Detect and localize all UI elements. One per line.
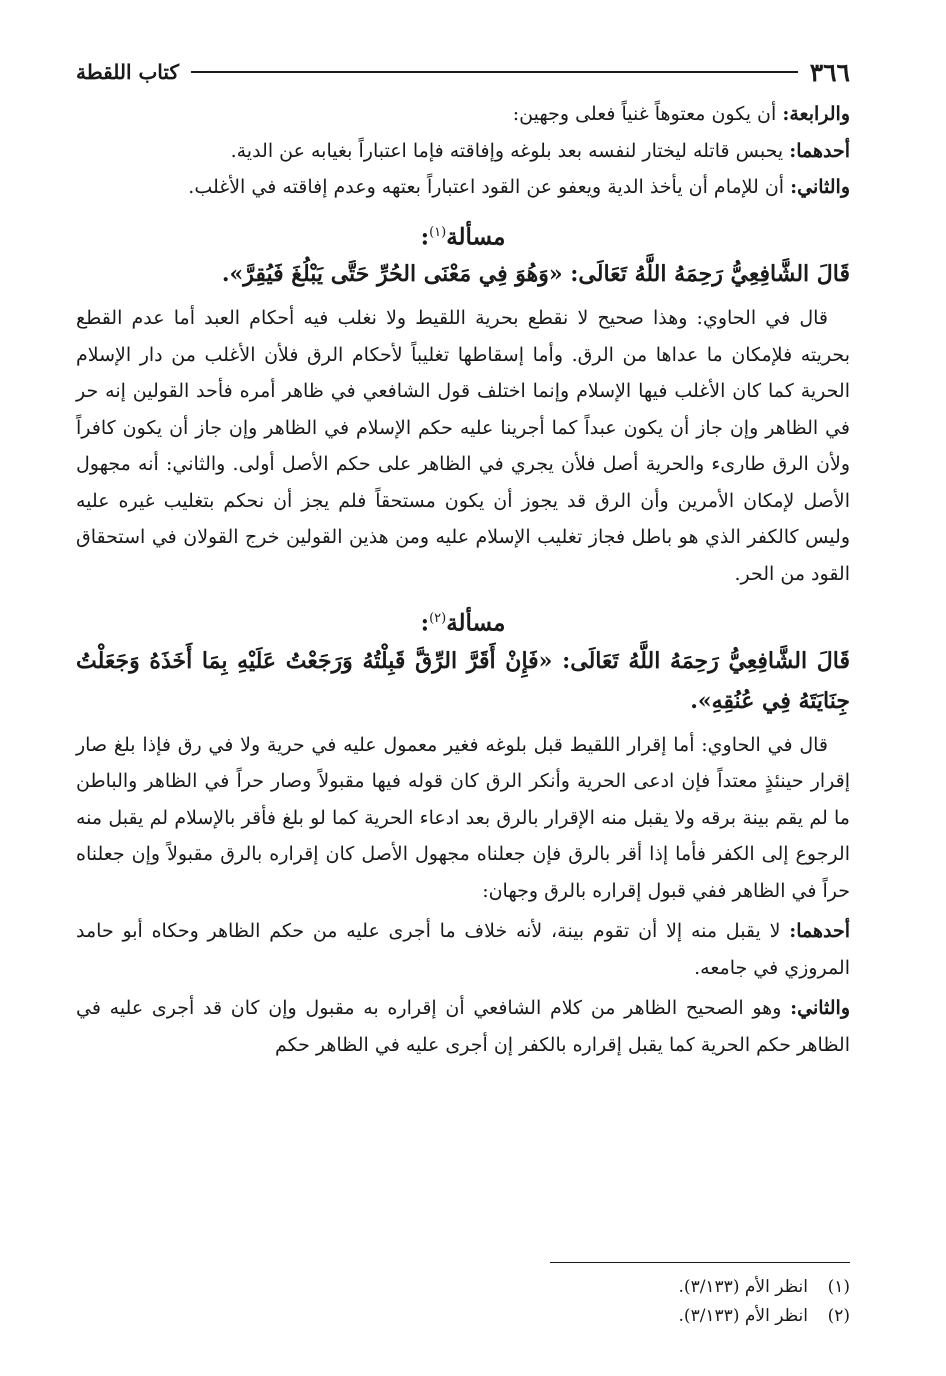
- masala-heading-2: [76, 602, 850, 641]
- book-title: كتاب اللقطة: [76, 60, 179, 84]
- intro-lead-2: أحدهما:: [789, 139, 850, 162]
- running-header: [76, 50, 850, 94]
- shafii-quote-1: قَالَ الشَّافِعِيُّ رَحِمَهُ اللَّهُ تَعَالَى: «وَهُوَ فِي مَعْنَى الحُرِّ حَتَّى يَبْلُغَ فَيُقِرَّ».: [221, 261, 850, 288]
- masala-title-1: مسألة: [446, 223, 506, 251]
- hawi-commentary-1: قال في الحاوي: وهذا صحيح لا نقطع بحرية اللقيط ولا نغلب فيه أحكام العبد أما عدم القطع بحريته فلإمكان ما عداها من الرق. وأما إسقاطها تغليباً لأحكام الرق فلأن الأغلب من دار الإسلام الحرية كما كان الأغلب فيها الإسلام وإنما اختلف قول الشافعي في ظاهر أمره فأحد القولين إنه حر في الظاهر وإن جاز أن يكون عبداً كما أجرينا عليه حكم الإسلام في الظاهر وإن جاز أن يكون كافراً ولأن الرق طارىء والحرية أصل فلأن يجري في الظاهر على حكم الأصل أولى. والثاني: أنه مجهول الأصل لإمكان الأمرين وأن الرق قد يجوز أن يكون مستحقاً فلم يجز أن نحكم بتغليب غيره عليه وليس كالكفر الذي هو باطل فجاز تغليب الإسلام عليه ومن هذين القولين خرج القولان في استحقاق القود من الحر.: [76, 307, 850, 585]
- footnotes: [540, 1262, 850, 1331]
- intro-lead-1: والرابعة:: [782, 103, 850, 125]
- opinion-second-lead: والثاني:: [790, 997, 850, 1020]
- page-number: ٣٦٦: [809, 57, 850, 87]
- masala-colon-2: :: [420, 609, 430, 637]
- opinion-second-text: وهو الصحيح الظاهر من كلام الشافعي أن إقراره به مقبول وإن كان قد أجرى عليه في الظاهر حكم الحرية كما يقبل إقراره بالكفر إن أجرى عليه في الظاهر حكم: [76, 997, 850, 1056]
- footnote-ref-1: (١): [429, 224, 447, 240]
- footnote-number-1: (١): [827, 1277, 850, 1297]
- masala-title-2: مسألة: [446, 609, 506, 637]
- opinion-first-text: لا يقبل منه إلا أن تقوم بينة، لأنه خلاف ما أجرى عليه من حكم الظاهر وحكاه أبو حامد المروزي في جامعه.: [76, 920, 850, 979]
- opinion-second: [76, 990, 850, 1063]
- opinion-first: [76, 913, 850, 986]
- intro-paragraph-3: [76, 169, 850, 206]
- footnote-2: [540, 1302, 850, 1331]
- opinion-first-lead: أحدهما:: [789, 920, 850, 943]
- shafii-quote-2: قَالَ الشَّافِعِيُّ رَحِمَهُ اللَّهُ تَعَالَى: «فَإِنْ أَقَرَّ الرِّقَّ قَبِلْتُهُ وَرَجَعْتُ عَلَيْهِ بِمَا أَخَذَهُ وَجَعَلْتُ جِنَايَتَهُ فِي عُنُقِهِ».: [76, 647, 850, 714]
- masala-colon-1: :: [420, 223, 430, 251]
- intro-text-1: أن يكون معتوهاً غنياً فعلى وجهين:: [512, 103, 783, 125]
- footnote-number-2: (٢): [827, 1306, 850, 1326]
- intro-text-3: أن للإمام أن يأخذ الدية ويعفو عن القود اعتباراً بعتهه وعدم إفاقته في الأغلب.: [188, 176, 791, 198]
- intro-paragraph-1: [76, 96, 850, 133]
- intro-lead-3: والثاني:: [790, 176, 850, 198]
- footnote-ref-2: (٢): [429, 611, 447, 627]
- intro-text-2: يحبس قاتله ليختار لنفسه بعد بلوغه وإفاقته فإما اعتباراً بغيابه عن الدية.: [230, 139, 790, 162]
- footnote-1: [540, 1273, 850, 1302]
- footnote-text-2: انظر الأم (٣/١٣٣).: [678, 1306, 808, 1326]
- hawi-commentary-2: قال في الحاوي: أما إقرار اللقيط قبل بلوغه فغير معمول عليه في حرية ولا في رق فإذا بلغ صار إقرار حينئذٍ معتداً فإن ادعى الحرية وأنكر الرق كان قوله فيها مقبولاً وصار حراً في الظاهر والباطن ما لم يقم بينة برقه ولا يقبل منه الإقرار بالرق بعد ادعاء الحرية كما لو بلغ فأقر بالإسلام لم يقبل منه الرجوع إلى الكفر فأما إذا أقر بالرق فإن جعلناه مجهول الأصل كان إقراره بالرق مقبولاً وإن جعلناه حراً في الظاهر ففي قبول إقراره بالرق وجهان:: [76, 733, 850, 902]
- footnote-text-1: انظر الأم (٣/١٣٣).: [678, 1277, 808, 1297]
- footnote-rule: [550, 1262, 850, 1263]
- masala-heading-1: [76, 216, 850, 255]
- header-rule: [191, 71, 798, 73]
- intro-paragraph-2: [76, 133, 850, 170]
